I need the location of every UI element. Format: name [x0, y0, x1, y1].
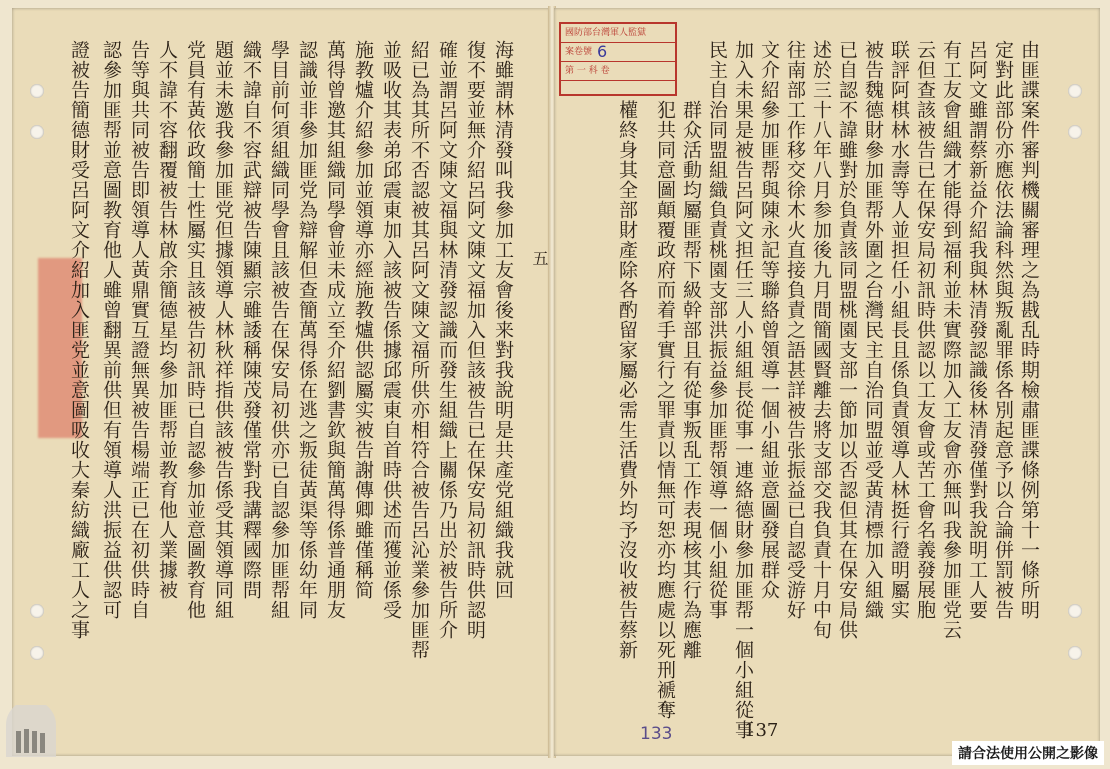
- left-column-2: 復不要並無介紹呂阿文陳文福加入但該被告已在保安局初訊時供認明: [464, 40, 486, 640]
- left-column-4: 紹已為其所不否認被其呂阿文陳文福所供亦相符合被告呂沁業參加匪帮: [408, 40, 430, 660]
- left-column-9: 學目前何須組織同學會且該被告在保安局初供亦已自認參加匪帮組: [268, 40, 290, 620]
- right-column-12: 加入未果是被告呂阿文担任三人小組組長從事一連絡德財參加匪帮一個小組從事: [732, 40, 754, 740]
- binder-hole: [30, 646, 44, 660]
- right-column-4: 有工友會組織才能得到福利並未實際加入工友會亦無叫我參加匪党云: [940, 40, 962, 640]
- right-column-16: 權終身其全部財產除各酌留家屬必需生活費外均予沒收被告蔡新: [616, 100, 638, 660]
- binder-hole: [1068, 125, 1082, 139]
- right-column-15: 犯共同意圖顛覆政府而着手實行之罪責以情無可恕亦均應處以死刑褫奪: [654, 100, 676, 720]
- left-page-marker: 五: [530, 250, 549, 267]
- page-number: 137: [744, 720, 779, 741]
- left-column-13: 人不諱不容翻覆被告林啟余簡德星均參加匪帮並教育他人業據被: [156, 40, 178, 600]
- left-column-3: 確並謂呂阿文陳文福與林清發認識而發生組織上關係乃出於被告所介: [436, 40, 458, 640]
- left-column-1: 海雖謂林清發叫我參加工友會後来對我說明是共產党組織我就回: [492, 40, 514, 600]
- binder-hole: [30, 125, 44, 139]
- stamp-number: 6: [597, 42, 608, 61]
- left-column-14: 告等與共同被告即領導人黃鼎實互證無異被告楊端正已在初供時自: [128, 40, 150, 620]
- left-column-12: 党員有黃依政簡士性屬实且該被告初訊時已自認參加並意圖教育他: [184, 40, 206, 620]
- left-column-7: 萬得曾邀其組織同學會並未成立至介紹劉書欽與簡萬得係普通朋友: [324, 40, 346, 620]
- stamp-row: 案卷號: [561, 43, 675, 62]
- right-column-3: 呂阿文雖謂蔡新益介紹我與林清發認識後林清發僅對我說明工人要: [966, 40, 988, 620]
- left-column-15: 認參加匪帮並意圖教育他人雖曾翻異前供但有領導人洪振益供認可: [100, 40, 122, 620]
- right-column-5: 云但查該被告已在保安局初訊時供認以工友會或苦工會名義發展胞: [914, 40, 936, 620]
- binder-hole: [30, 604, 44, 618]
- binder-hole: [30, 84, 44, 98]
- right-column-9: 述於三十八年八月参加後九月間簡國賢離去將支部交我負責十月中旬: [810, 40, 832, 640]
- right-column-1: 由匪諜案件審判機關審理之為戡乱時期檢肅匪諜條例第十一條所明: [1018, 40, 1040, 620]
- binder-hole: [1068, 84, 1082, 98]
- stamp-row: 第 一 科 卷: [561, 62, 675, 81]
- right-column-13: 民主自治同盟組織負責桃園支部洪振益參加匪帮領導一個小組從事: [706, 40, 728, 620]
- archive-stamp: [559, 22, 677, 96]
- left-column-5: 並吸收其表弟邱震東加入該被告係據邱震東自首時供述而獲並係受: [380, 40, 402, 620]
- left-column-8: 認識並非參加匪党為辯解但查簡萬得係在逃之叛徒黃渠等係幼年同: [296, 40, 318, 620]
- right-column-6: 联評阿棋林水壽等人並担任小組長且係負責領導人林挺行證明屬实: [888, 40, 910, 620]
- binder-hole: [1068, 646, 1082, 660]
- left-column-10: 織不諱自不容武辯被告陳顯宗雖諉稱陳茂發僅常對我講釋國際問: [240, 40, 262, 600]
- stamp-row: 國防部台灣軍人監獄: [561, 24, 675, 43]
- usage-notice: 請合法使用公開之影像: [952, 741, 1104, 765]
- binder-hole: [1068, 604, 1082, 618]
- left-column-11: 題並未邀我參加匪党但據領導人林秋祥指供該被告係受其領導同組: [212, 40, 234, 620]
- right-column-11: 文介紹參加匪帮與陳永記等聯絡曾領導一個小組並意圖發展群众: [758, 40, 780, 600]
- left-column-16: 證被告簡德財受呂阿文介紹加入匪党並意圖吸收大秦紡織廠工人之事: [68, 40, 90, 640]
- archive-logo-icon: [2, 705, 60, 761]
- right-column-10: 往南部工作移交徐木火直接負責之語甚詳被告张振益已自認受游好: [784, 40, 806, 620]
- right-column-8: 已自認不諱雖對於負責該同盟桃園支部一節加以否認但其在保安局供: [836, 40, 858, 640]
- right-column-14: 群众活動均屬匪帮下級幹部且有從事叛乱工作表現核其行為應離: [680, 100, 702, 660]
- handwritten-annotation: 133: [640, 724, 673, 744]
- left-column-6: 施教爐介紹參加並領導亦經施教爐供認屬实被告謝傳卿雖僅稱简: [352, 40, 374, 600]
- right-column-7: 被告魏德財參加匪帮外圍之台灣民主自治同盟並受黃清標加入組織: [862, 40, 884, 620]
- right-column-2: 定對此部份亦應依法論科然與叛亂罪係各別起意予以合論併罰被告: [992, 40, 1014, 620]
